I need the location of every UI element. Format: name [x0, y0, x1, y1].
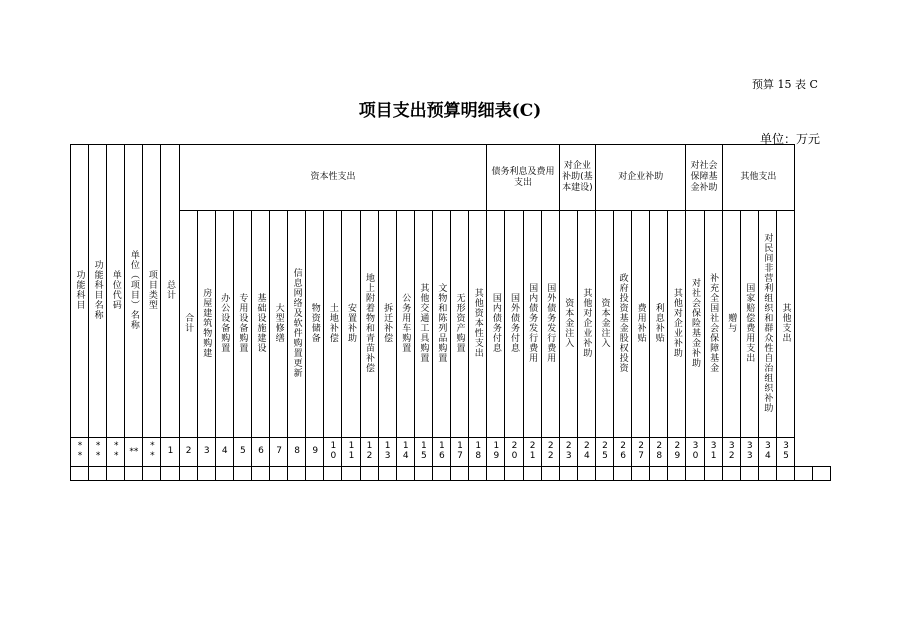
form-code: 预算 15 表 C: [752, 78, 818, 91]
header-leaf: 对社会保险基金补助: [686, 211, 704, 438]
index-cell: 12: [360, 438, 378, 467]
blank-cell: [813, 467, 831, 481]
index-cell: 28: [650, 438, 668, 467]
index-cell: 7: [270, 438, 288, 467]
blank-cell: [704, 467, 722, 481]
header-unit-project-name: 单位（项目）名称: [125, 145, 143, 438]
blank-cell: [342, 467, 360, 481]
index-cell: 20: [505, 438, 523, 467]
blank-cell: [595, 467, 613, 481]
index-cell: 6: [251, 438, 269, 467]
blank-cell: [324, 467, 342, 481]
header-leaf: 文物和陈列品购置: [432, 211, 450, 438]
blank-cell: [577, 467, 595, 481]
index-cell: 31: [704, 438, 722, 467]
index-cell: 19: [487, 438, 505, 467]
header-leaf: 其他对企业补助: [577, 211, 595, 438]
index-cell: 11: [342, 438, 360, 467]
header-leaf: 拆迁补偿: [378, 211, 396, 438]
unit-label: 单位：万元: [760, 132, 821, 146]
header-leaf: 其他对企业补助: [668, 211, 686, 438]
blank-cell: [215, 467, 233, 481]
header-leaf: 对民间非营利组织和群众性自治组织补助: [758, 211, 776, 438]
blank-cell: [740, 467, 758, 481]
index-cell: 2: [179, 438, 197, 467]
blank-cell: [668, 467, 686, 481]
index-cell: 27: [632, 438, 650, 467]
header-leaf: 补充全国社会保障基金: [704, 211, 722, 438]
blank-cell: [450, 467, 468, 481]
budget-table: [70, 144, 831, 481]
index-cell: 10: [324, 438, 342, 467]
index-cell: 9: [306, 438, 324, 467]
header-leaf: 其他交通工具购置: [414, 211, 432, 438]
index-cell: **: [107, 438, 125, 467]
blank-cell: [432, 467, 450, 481]
blank-cell: [89, 467, 107, 481]
blank-cell: [378, 467, 396, 481]
header-leaf: 安置补助: [342, 211, 360, 438]
header-leaf: 专用设备购置: [233, 211, 251, 438]
blank-cell: [469, 467, 487, 481]
blank-cell: [306, 467, 324, 481]
group-capital: 资本性支出: [179, 145, 487, 211]
group-enterprise: 对企业补助: [595, 145, 686, 211]
index-cell: 21: [523, 438, 541, 467]
blank-cell: [107, 467, 125, 481]
index-cell: 17: [450, 438, 468, 467]
index-cell: 18: [469, 438, 487, 467]
group-social-security: 对社会保障基金补助: [686, 145, 722, 211]
header-leaf: 大型修缮: [270, 211, 288, 438]
index-cell: **: [71, 438, 89, 467]
index-cell: 30: [686, 438, 704, 467]
blank-cell: [233, 467, 251, 481]
header-functional-subject-name: 功能科目名称: [89, 145, 107, 438]
blank-cell: [396, 467, 414, 481]
header-project-type: 项目类型: [143, 145, 161, 438]
blank-cell: [360, 467, 378, 481]
index-cell: 35: [776, 438, 794, 467]
index-cell: 26: [614, 438, 632, 467]
index-cell: 25: [595, 438, 613, 467]
header-leaf: 土地补偿: [324, 211, 342, 438]
header-leaf: 利息补贴: [650, 211, 668, 438]
index-cell: 15: [414, 438, 432, 467]
page-title: 项目支出预算明细表(C): [358, 101, 542, 121]
index-cell: 16: [432, 438, 450, 467]
blank-cell: [722, 467, 740, 481]
header-leaf: 国家赔偿费用支出: [740, 211, 758, 438]
blank-cell: [161, 467, 179, 481]
group-other: 其他支出: [722, 145, 794, 211]
header-total: 总计: [161, 145, 179, 438]
header-leaf: 国外债务付息: [505, 211, 523, 438]
index-cell: 1: [161, 438, 179, 467]
header-leaf: 办公设备购置: [215, 211, 233, 438]
index-cell: 22: [541, 438, 559, 467]
header-leaf: 公务用车购置: [396, 211, 414, 438]
index-cell: 3: [197, 438, 215, 467]
index-cell: **: [143, 438, 161, 467]
group-debt: 债务利息及费用支出: [487, 145, 559, 211]
index-cell: 32: [722, 438, 740, 467]
header-leaf: 合计: [179, 211, 197, 438]
header-leaf: 政府投资基金股权投资: [614, 211, 632, 438]
header-leaf: 资本金注入: [559, 211, 577, 438]
blank-cell: [197, 467, 215, 481]
index-cell: 34: [758, 438, 776, 467]
header-leaf: 费用补贴: [632, 211, 650, 438]
blank-cell: [541, 467, 559, 481]
index-cell: 8: [288, 438, 306, 467]
header-leaf: 国内债务发行费用: [523, 211, 541, 438]
blank-cell: [251, 467, 269, 481]
header-leaf: 地上附着物和青苗补偿: [360, 211, 378, 438]
header-unit-code: 单位代码: [107, 145, 125, 438]
index-cell: 23: [559, 438, 577, 467]
header-leaf: 国外债务发行费用: [541, 211, 559, 438]
index-cell: 4: [215, 438, 233, 467]
blank-cell: [758, 467, 776, 481]
blank-cell: [795, 467, 813, 481]
header-leaf: 赠与: [722, 211, 740, 438]
index-cell: 29: [668, 438, 686, 467]
blank-cell: [179, 467, 197, 481]
index-cell: 5: [233, 438, 251, 467]
blank-cell: [270, 467, 288, 481]
header-leaf: 其他资本性支出: [469, 211, 487, 438]
header-leaf: 物资储备: [306, 211, 324, 438]
header-leaf: 基础设施建设: [251, 211, 269, 438]
index-cell: 13: [378, 438, 396, 467]
header-functional-subject: 功能科目: [71, 145, 89, 438]
blank-cell: [125, 467, 143, 481]
blank-cell: [632, 467, 650, 481]
header-leaf: 国内债务付息: [487, 211, 505, 438]
blank-cell: [143, 467, 161, 481]
header-leaf: 无形资产购置: [450, 211, 468, 438]
header-leaf: 信息网络及软件购置更新: [288, 211, 306, 438]
blank-cell: [776, 467, 794, 481]
blank-cell: [505, 467, 523, 481]
index-cell: **: [125, 438, 143, 467]
blank-cell: [414, 467, 432, 481]
blank-cell: [686, 467, 704, 481]
blank-cell: [288, 467, 306, 481]
index-cell: 33: [740, 438, 758, 467]
blank-cell: [71, 467, 89, 481]
index-cell: 14: [396, 438, 414, 467]
blank-cell: [650, 467, 668, 481]
blank-cell: [614, 467, 632, 481]
blank-cell: [487, 467, 505, 481]
header-leaf: 资本金注入: [595, 211, 613, 438]
index-cell: **: [89, 438, 107, 467]
blank-cell: [559, 467, 577, 481]
blank-cell: [523, 467, 541, 481]
index-cell: 24: [577, 438, 595, 467]
header-leaf: 其他支出: [776, 211, 794, 438]
group-enterprise-capital: 对企业补助(基本建设): [559, 145, 595, 211]
header-leaf: 房屋建筑物购建: [197, 211, 215, 438]
